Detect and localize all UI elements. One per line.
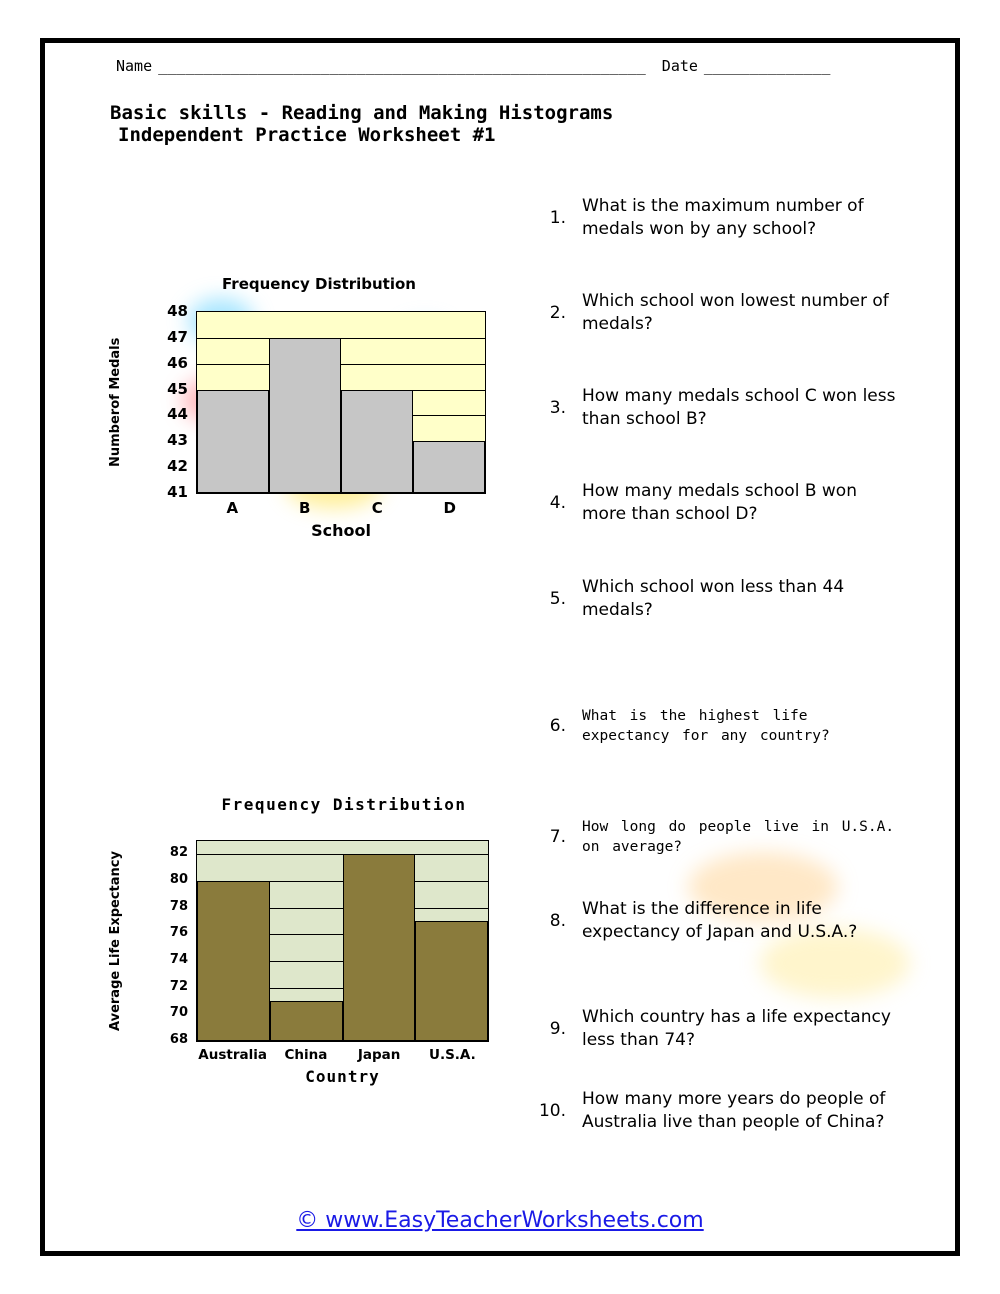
date-blank-line: ______________: [703, 57, 831, 75]
x-tick-label: C: [371, 499, 383, 517]
x-tick-labels: [196, 499, 486, 517]
question-text: How many medals school B won more than school D?: [582, 481, 857, 525]
y-axis-label: Numberof Medals: [108, 337, 123, 468]
question-text: What is the highest life expectancy for any country?: [582, 708, 830, 744]
question-text: How many more years do people of Australia live than people of China?: [582, 1089, 886, 1133]
question-number: 10.: [538, 1101, 566, 1122]
y-tick-label: 76: [169, 925, 188, 941]
y-tick-label: 43: [167, 431, 188, 450]
question-number: 7.: [549, 827, 566, 847]
x-tick-labels: [196, 1047, 489, 1063]
question-number: 5.: [549, 589, 566, 610]
question-3: [528, 385, 900, 432]
gridline: [197, 338, 485, 339]
worksheet-title: [110, 103, 613, 147]
question-2: [528, 290, 900, 337]
bar-U.S.A.: [415, 921, 488, 1041]
question-number: 8.: [549, 911, 566, 932]
footer-link[interactable]: © www.EasyTeacherWorksheets.com: [296, 1208, 704, 1233]
name-blank-line: ______________________________________________________: [158, 57, 646, 75]
medals-histogram: [108, 275, 500, 540]
footer: [0, 1208, 1000, 1233]
x-tick-label: Australia: [198, 1047, 267, 1063]
name-date-row: [116, 57, 876, 75]
y-tick-label: 46: [167, 353, 188, 372]
bar-B: [269, 338, 341, 493]
question-text: How many medals school C won less than school B?: [582, 386, 896, 430]
x-axis-label: Country: [305, 1067, 380, 1086]
y-tick-label: 68: [169, 1032, 188, 1047]
chart-title: Frequency Distribution: [221, 795, 467, 814]
name-label: Name: [116, 57, 153, 75]
bar-Japan: [343, 854, 416, 1041]
plot-wrap: [196, 840, 489, 1086]
question-number: 1.: [549, 208, 566, 229]
question-number: 6.: [549, 716, 566, 736]
question-text: Which country has a life expectancy less than 74?: [582, 1007, 891, 1051]
x-axis-label: School: [311, 521, 371, 540]
question-5: [528, 576, 900, 623]
y-tick-label: 80: [169, 872, 188, 887]
question-text: What is the difference in life expectancy of Japan and U.S.A.?: [582, 899, 858, 943]
question-number: 2.: [549, 303, 566, 324]
x-tick-label: D: [443, 499, 456, 517]
question-text: Which school won lowest number of medals?: [582, 291, 889, 335]
question-text: What is the maximum number of medals won by any school?: [582, 196, 864, 240]
gridline: [197, 364, 485, 365]
y-tick-label: 42: [167, 457, 188, 476]
question-6: [528, 706, 900, 746]
x-tick-label: China: [284, 1047, 328, 1063]
x-tick-label: B: [299, 499, 311, 517]
y-tick-label: 44: [167, 405, 188, 424]
plot-wrap: [196, 311, 486, 540]
y-ticks: [140, 302, 196, 501]
date-label: Date: [661, 57, 698, 75]
plot-area: [196, 311, 486, 494]
y-tick-label: 41: [167, 483, 188, 501]
title-line-2: Independent Practice Worksheet #1: [118, 123, 496, 146]
question-number: 3.: [549, 398, 566, 419]
life-expectancy-histogram: [108, 795, 500, 1086]
x-tick-label: U.S.A.: [428, 1047, 476, 1063]
bar-D: [413, 441, 485, 493]
question-7: [528, 817, 900, 857]
title-line-1: Basic skills - Reading and Making Histograms: [110, 102, 614, 124]
y-tick-label: 47: [167, 327, 188, 346]
x-tick-label: Japan: [357, 1047, 401, 1063]
y-tick-label: 82: [169, 845, 188, 861]
y-tick-label: 48: [167, 302, 188, 320]
bar-A: [197, 390, 269, 493]
chart-title: Frequency Distribution: [222, 275, 416, 293]
bar-Australia: [197, 881, 270, 1041]
y-tick-label: 78: [169, 898, 188, 914]
question-number: 4.: [549, 493, 566, 514]
question-9: [528, 1006, 900, 1053]
y-ticks: [140, 840, 196, 1047]
x-tick-label: A: [226, 499, 239, 517]
question-text: Which school won less than 44 medals?: [582, 577, 845, 621]
question-number: 9.: [549, 1019, 566, 1040]
question-text: How long do people live in U.S.A. on average?: [582, 819, 895, 855]
question-4: [528, 480, 900, 527]
bar-China: [270, 1001, 343, 1041]
y-tick-label: 45: [167, 379, 188, 398]
question-1: [528, 195, 900, 242]
plot-area: [196, 840, 489, 1042]
question-10: [528, 1088, 900, 1135]
y-tick-label: 72: [169, 978, 188, 994]
bar-C: [341, 390, 413, 493]
y-axis-label: Average Life Expectancy: [108, 851, 123, 1031]
y-tick-label: 74: [169, 952, 188, 967]
question-8: [528, 898, 900, 945]
y-tick-label: 70: [169, 1005, 188, 1021]
